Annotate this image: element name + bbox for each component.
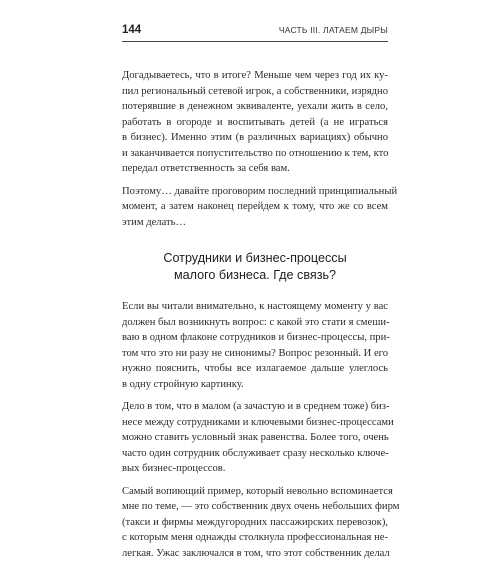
text-line: ваю в одном флаконе сотрудников и бизнес-процессы, при- [122,332,390,343]
section-heading-line: малого бизнеса. Где связь? [173,268,337,282]
part-title: ЧАСТЬ III. ЛАТАЕМ ДЫРЫ [278,25,388,35]
text-line: часто один сотрудник обслуживает сразу несколько ключе- [122,447,389,459]
text-line: том что это ни разу не синонимы? Вопрос резонный. И его [122,347,389,359]
text-line: (такси и фирмы междугородних пассажирских перевозок), [122,516,388,528]
text-line: Поэтому… давайте проговорим последний принципиальный [122,185,398,197]
text-line: Догадываетесь, что в итоге? Меньше чем через год их ку- [122,70,388,81]
paragraph-4 [122,399,394,477]
text-line: с которым меня однажды столкнула профессиональная не- [122,532,388,543]
text-line: этим делать… [122,216,187,228]
text-line: в одну стройную картинку. [122,378,244,390]
text-line: можно ставить условный знак равенства. Более того, очень [122,432,389,443]
text-line: работать в огороде и воспитывать детей (а не играться [122,116,388,128]
page-number: 144 [122,24,142,36]
running-header [122,24,388,38]
section-heading [122,250,388,284]
text-line: несе между сотрудниками и ключевыми бизнес-процессами [122,416,394,428]
text-line: легкая. Ужас заключался в том, что этот собственник делал [122,547,390,559]
text-line: и заканчивается попустительство по отношению к тем, кто [122,147,389,159]
paragraph-2 [122,184,398,231]
section-heading-line: Сотрудники и бизнес-процессы [163,251,347,265]
paragraph-1 [122,68,388,177]
paragraph-3 [122,299,388,392]
text-line: Самый вопиющий пример, который невольно вспоминается [122,485,393,497]
text-line: мне по теме, — это собственник двух очень небольших фирм [122,501,400,512]
text-line: пил региональный сетевой игрок, а собственники, изрядно [122,85,388,97]
header-divider [122,41,388,42]
text-line: момент, а затем наконец перейдем к тому, что же со всем [122,201,388,212]
text-line: нужно пояснить, чтобы все излагаемое дальше улеглось [122,363,388,374]
page-body [122,68,400,568]
text-line: в бизнес). Именно этим (в различных вариациях) обычно [122,132,388,143]
text-line: Дело в том, что в малом (а зачастую и в среднем тоже) биз- [122,401,390,412]
text-line: потерявшие в денежном эквиваленте, уехали жить в село, [122,101,388,112]
text-line: должен был возникнуть вопрос: с какой это стати я смеши- [122,316,390,328]
paragraph-5 [122,484,400,562]
text-line: Если вы читали внимательно, к настоящему моменту у вас [122,301,388,312]
text-line: передал ответственность за себя вам. [122,163,290,174]
text-line: вых бизнес-процессов. [122,463,226,474]
